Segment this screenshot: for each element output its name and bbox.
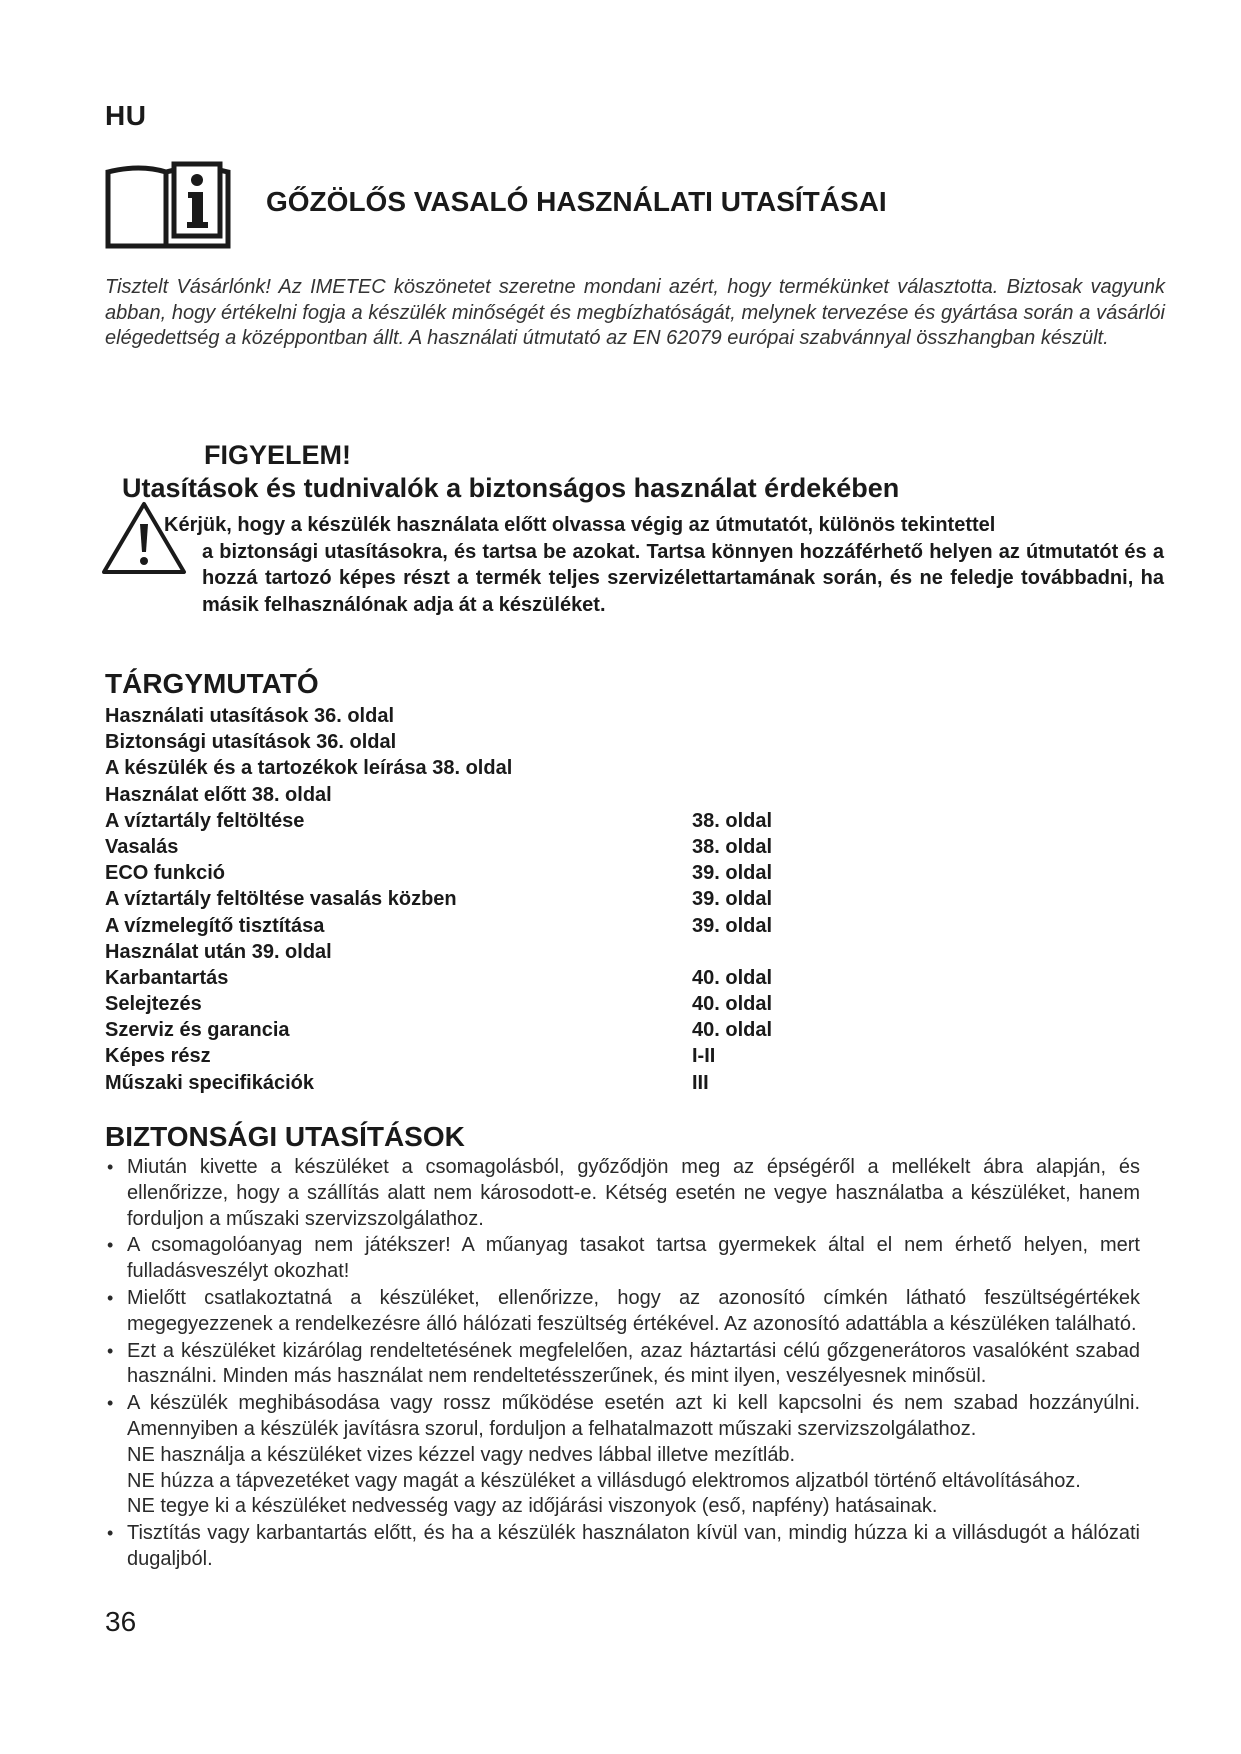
toc-page: 40. oldal: [692, 993, 773, 1016]
toc-page: 40. oldal: [692, 966, 773, 989]
toc-label: Használati utasítások 36. oldal: [105, 705, 394, 727]
toc-page: 39. oldal: [692, 914, 773, 937]
list-item-text: Tisztítás vagy karbantartás előtt, és ha a készülék használaton kívül van, mindig húzza ki a villásdugót a hálózati dugaljból.: [127, 1522, 1140, 1570]
toc-label: A vízmelegítő tisztítása: [105, 914, 325, 937]
toc-page: 39. oldal: [692, 862, 773, 885]
toc-label: Képes rész: [105, 1045, 211, 1068]
toc-row: [105, 703, 905, 729]
list-item-text: A csomagolóanyag nem játékszer! A műanyag tasakot tartsa gyermekek által el nem érhető helyen, mert fulladásveszélyt okozhat!: [127, 1234, 1140, 1283]
toc-row: [105, 886, 905, 912]
toc-label: Használat előtt 38. oldal: [105, 783, 332, 806]
toc-page: III: [692, 1071, 709, 1094]
toc-row: [105, 965, 905, 991]
toc-row: [105, 991, 905, 1017]
list-item-text: A készülék meghibásodása vagy rossz működése esetén azt ki kell kapcsolni és nem szabad hozzányúlni. Amennyiben a készülék javításra szorul, forduljon a felhatalmazott műszaki szervizszolgálathoz.: [127, 1392, 1140, 1440]
bullet-icon: •: [107, 1393, 114, 1414]
toc-row: [105, 729, 905, 755]
list-item: [105, 1339, 1140, 1391]
bullet-icon: •: [107, 1157, 114, 1177]
toc-title: TÁRGYMUTATÓ: [105, 668, 319, 699]
toc-page: I-II: [692, 1045, 716, 1068]
bullet-icon: •: [107, 1523, 114, 1544]
intro-paragraph: Tisztelt Vásárlónk! Az IMETEC köszönetet szeretne mondani azért, hogy termékünket választotta. Biztosak vagyunk abban, hogy értékelni fogja a készülék minőségét és megbízhatóságát, melynek tervezése és gyártása során a vásárlói elégedettség a középpontban állt. A használati útmutató az EN 62079 európai szabvánnyal összhangban készült.: [105, 276, 1165, 349]
list-item-text: NE húzza a tápvezetéket vagy magát a készüléket a villásdugó elektromos aljzatból történő eltávolításához.: [127, 1469, 1081, 1492]
toc-label: Használat után 39. oldal: [105, 940, 332, 963]
list-item: [105, 1286, 1140, 1338]
toc-row: [105, 939, 905, 965]
toc-page: 38. oldal: [692, 835, 773, 858]
toc-row: [105, 834, 905, 860]
toc-row: [105, 1017, 905, 1043]
toc-page: 39. oldal: [692, 888, 773, 911]
toc-row: [105, 782, 905, 808]
document-title: GŐZÖLŐS VASALÓ HASZNÁLATI UTASÍTÁSAI: [266, 186, 887, 217]
language-code: HU: [105, 100, 147, 131]
toc-row: [105, 755, 905, 781]
list-item: [105, 1155, 1140, 1232]
warning-body-first-line: Kérjük, hogy a készülék használata előtt olvassa végig az útmutatót, különös tekintettel: [164, 514, 996, 536]
toc-label: Selejtezés: [105, 993, 202, 1016]
list-item-text: NE tegye ki a készüléket nedvesség vagy az időjárási viszonyok (eső, napfény) hatásainak.: [127, 1495, 938, 1518]
bullet-icon: •: [107, 1340, 114, 1361]
bullet-icon: •: [107, 1235, 114, 1256]
safety-section-title: BIZTONSÁGI UTASÍTÁSOK: [105, 1121, 465, 1152]
toc-label: Vasalás: [105, 835, 179, 858]
toc-row: [105, 860, 905, 886]
toc-row: [105, 1043, 905, 1069]
toc-label: Biztonsági utasítások 36. oldal: [105, 731, 397, 754]
toc-label: ECO funkció: [105, 862, 226, 885]
list-item: [105, 1521, 1140, 1573]
table-of-contents: [105, 703, 905, 1096]
warning-triangle-icon: [100, 500, 188, 576]
toc-page: 38. oldal: [692, 809, 773, 832]
toc-label: Karbantartás: [105, 966, 229, 989]
info-book-icon: [104, 158, 232, 252]
toc-row: [105, 1070, 905, 1096]
page-number: 36: [105, 1606, 137, 1637]
list-item-text: Miután kivette a készüléket a csomagolásból, győződjön meg az épségéről a mellékelt ábra alapján, és ellenőrizze, hogy a szállítás alatt nem károsodott-e. Kétség esetén ne vegye használatba a készüléket, hanem forduljon a műszaki szervizszolgálathoz.: [127, 1156, 1140, 1230]
toc-label: Műszaki specifikációk: [105, 1071, 314, 1094]
toc-label: A készülék és a tartozékok leírása 38. oldal: [105, 757, 513, 780]
warning-title: FIGYELEM!: [204, 440, 351, 470]
warning-body-rest: a biztonsági utasításokra, és tartsa be azokat. Tartsa könnyen hozzáférhető helyen az útmutatót és a hozzá tartozó képes részt a termék teljes szervizélettartamának során, és ne feledje továbbadni, ha másik felhasználónak adja át a készüléket.: [202, 540, 1164, 616]
bullet-icon: •: [107, 1287, 114, 1308]
list-item: [105, 1233, 1140, 1285]
list-item-text: Mielőtt csatlakoztatná a készüléket, ellenőrizze, hogy az azonosító címkén látható feszültségértékek megegyezzenek a rendelkezésre álló hálózati feszültség értékével. Az azonosító adattábla a készüléken található.: [127, 1286, 1140, 1335]
toc-row: [105, 808, 905, 834]
toc-label: A víztartály feltöltése vasalás közben: [105, 888, 457, 911]
toc-label: Szerviz és garancia: [105, 1019, 290, 1042]
warning-body: [104, 512, 1164, 618]
toc-label: A víztartály feltöltése: [105, 809, 305, 832]
list-item-text: Ezt a készüléket kizárólag rendeltetésének megfelelően, azaz háztartási célú gőzgenerátoros vasalóként szabad használni. Minden más használat nem rendeltetésszerűnek, és mint ilyen, veszélyesnek minősül.: [127, 1339, 1140, 1388]
toc-page: 40. oldal: [692, 1019, 773, 1042]
list-item-text: NE használja a készüléket vizes kézzel vagy nedves lábbal illetve mezítláb.: [127, 1443, 796, 1466]
toc-row: [105, 913, 905, 939]
list-item: [105, 1391, 1140, 1520]
warning-subtitle: Utasítások és tudnivalók a biztonságos használat érdekében: [122, 473, 900, 503]
safety-instructions-list: [105, 1155, 1140, 1574]
